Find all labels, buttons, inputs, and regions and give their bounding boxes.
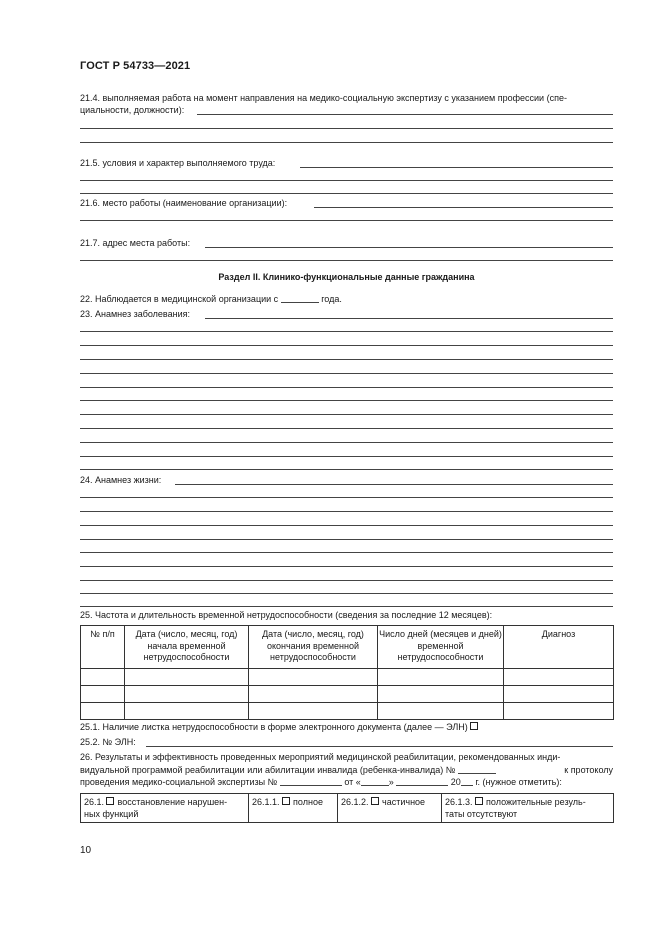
table-cell[interactable] <box>378 703 504 720</box>
rehab-result-options <box>80 793 614 823</box>
item-23-answer-line[interactable] <box>80 442 613 443</box>
option-26-1-text-cont: ных функций <box>84 808 139 819</box>
item-21-7-answer-line[interactable] <box>80 260 613 261</box>
eln-number-line[interactable] <box>146 746 613 747</box>
item-24-answer-line[interactable] <box>80 539 613 540</box>
item-21-7-answer-line[interactable] <box>205 247 613 248</box>
option-26-1-2-text: частичное <box>382 797 426 807</box>
column-header: Диагноз <box>504 626 614 669</box>
table-cell[interactable] <box>81 703 125 720</box>
table-cell[interactable] <box>504 703 614 720</box>
section-2-title: Раздел II. Клинико-функциональные данные гражданина <box>218 272 475 282</box>
table-cell[interactable] <box>378 686 504 703</box>
page-number: 10 <box>80 845 92 856</box>
item-24-answer-line[interactable] <box>80 525 613 526</box>
month-blank[interactable] <box>396 777 448 786</box>
option-26-1[interactable] <box>81 794 249 823</box>
item-23-answer-line[interactable] <box>80 373 613 374</box>
item-21-6-answer-line[interactable] <box>314 207 613 208</box>
item-25-title: 25. Частота и длительность временной нетрудоспособности (сведения за последние 12 месяцев): <box>80 610 493 620</box>
item-26-line1: 26. Результаты и эффективность проведенных мероприятий медицинской реабилитации, рекомендованных инди- <box>80 752 561 762</box>
options-row <box>81 794 614 823</box>
option-26-1-2[interactable] <box>338 794 442 823</box>
item-22-year-blank[interactable] <box>281 294 319 303</box>
item-21-4-line1: 21.4. выполняемая работа на момент направления на медико-социальную экспертизу с указанием профессии (спе- <box>80 93 567 103</box>
table-header-row <box>81 626 614 669</box>
item-23-answer-line[interactable] <box>80 428 613 429</box>
option-26-1-3-checkbox[interactable] <box>475 797 483 805</box>
item-23-answer-line[interactable] <box>80 345 613 346</box>
date-quote-close: » <box>388 777 394 787</box>
item-24-answer-line[interactable] <box>80 566 613 567</box>
year-prefix: 20 <box>450 777 461 787</box>
table-row <box>81 686 614 703</box>
table-cell[interactable] <box>504 669 614 686</box>
item-24-answer-line[interactable] <box>80 606 613 607</box>
option-26-1-3-number: 26.1.3. <box>445 797 473 807</box>
option-26-1-1-number: 26.1.1. <box>252 797 280 807</box>
year-blank[interactable] <box>461 777 473 786</box>
item-21-5-label: 21.5. условия и характер выполняемого труда: <box>80 158 276 168</box>
item-23-answer-line[interactable] <box>80 387 613 388</box>
day-blank[interactable] <box>361 777 389 786</box>
table-cell[interactable] <box>125 703 249 720</box>
table-cell[interactable] <box>249 703 378 720</box>
option-26-1-3-text: положительные резуль- <box>486 797 586 807</box>
date-from-label: от « <box>344 777 361 787</box>
column-header: № п/п <box>81 626 125 669</box>
item-26-line2-tail: к протоколу <box>564 765 613 775</box>
item-24-answer-line[interactable] <box>80 497 613 498</box>
option-26-1-2-number: 26.1.2. <box>341 797 369 807</box>
item-24-answer-line[interactable] <box>80 511 613 512</box>
column-header: Дата (число, месяц, год) начала временной нетрудоспособности <box>125 626 249 669</box>
item-21-4-answer-line[interactable] <box>80 142 613 143</box>
option-26-1-3[interactable] <box>442 794 614 823</box>
item-23-label: 23. Анамнез заболевания: <box>80 309 190 319</box>
item-21-5-answer-line[interactable] <box>80 193 613 194</box>
table-cell[interactable] <box>81 669 125 686</box>
item-21-4-answer-line[interactable] <box>80 128 613 129</box>
item-24-answer-line[interactable] <box>80 580 613 581</box>
option-26-1-number: 26.1. <box>84 797 105 807</box>
eln-checkbox[interactable] <box>470 722 478 730</box>
table-cell[interactable] <box>125 669 249 686</box>
item-21-6-label: 21.6. место работы (наименование организации): <box>80 198 288 208</box>
column-header: Дата (число, месяц, год) окончания временной нетрудоспособности <box>249 626 378 669</box>
item-25-1 <box>80 722 479 733</box>
item-23-answer-line[interactable] <box>205 318 613 319</box>
item-24-answer-line[interactable] <box>80 593 613 594</box>
table-cell[interactable] <box>249 686 378 703</box>
item-22-suffix: года. <box>321 294 342 304</box>
table-cell[interactable] <box>504 686 614 703</box>
item-21-6-answer-line[interactable] <box>80 220 613 221</box>
ipra-number-blank[interactable] <box>458 765 496 774</box>
table-row <box>81 669 614 686</box>
item-26-line3 <box>80 777 562 788</box>
option-26-1-1-checkbox[interactable] <box>282 797 290 805</box>
item-23-answer-line[interactable] <box>80 414 613 415</box>
option-26-1-2-checkbox[interactable] <box>371 797 379 805</box>
sick-leave-table <box>80 625 614 720</box>
item-24-label: 24. Анамнез жизни: <box>80 475 162 485</box>
item-26-line3-text: проведения медико-социальной экспертизы № <box>80 777 278 787</box>
item-21-4-line2: циальности, должности): <box>80 105 185 115</box>
table-cell[interactable] <box>249 669 378 686</box>
option-26-1-checkbox[interactable] <box>106 797 114 805</box>
item-22-prefix: 22. Наблюдается в медицинской организации с <box>80 294 279 304</box>
item-22 <box>80 294 342 305</box>
option-26-1-1-text: полное <box>293 797 323 807</box>
item-21-5-answer-line[interactable] <box>80 180 613 181</box>
item-24-answer-line[interactable] <box>80 552 613 553</box>
item-26-line2-text: видуальной программой реабилитации или абилитации инвалида (ребенка-инвалида) № <box>80 765 456 775</box>
item-25-1-text: 25.1. Наличие листка нетрудоспособности в форме электронного документа (далее — ЭЛН) <box>80 722 468 732</box>
table-cell[interactable] <box>378 669 504 686</box>
option-26-1-text: восстановление нарушен- <box>117 797 228 807</box>
item-26-line2 <box>80 765 613 776</box>
item-23-answer-line[interactable] <box>80 469 613 470</box>
item-25-2-label: 25.2. № ЭЛН: <box>80 737 136 747</box>
item-21-7-label: 21.7. адрес места работы: <box>80 238 191 248</box>
item-23-answer-line[interactable] <box>80 400 613 401</box>
table-cell[interactable] <box>125 686 249 703</box>
table-row <box>81 703 614 720</box>
item-26-line3-tail: г. (нужное отметить): <box>475 777 562 787</box>
option-26-1-1[interactable] <box>249 794 338 823</box>
item-23-answer-line[interactable] <box>80 456 613 457</box>
document-header: ГОСТ Р 54733—2021 <box>80 60 191 72</box>
item-21-5-answer-line[interactable] <box>300 167 613 168</box>
protocol-number-blank[interactable] <box>280 777 342 786</box>
table-cell[interactable] <box>81 686 125 703</box>
item-21-4-answer-line[interactable] <box>197 114 613 115</box>
item-23-answer-line[interactable] <box>80 359 613 360</box>
column-header: Число дней (месяцев и дней) временной нетрудоспособности <box>378 626 504 669</box>
item-24-answer-line[interactable] <box>175 484 613 485</box>
option-26-1-3-text-cont: таты отсутствуют <box>445 808 518 819</box>
item-23-answer-line[interactable] <box>80 331 613 332</box>
